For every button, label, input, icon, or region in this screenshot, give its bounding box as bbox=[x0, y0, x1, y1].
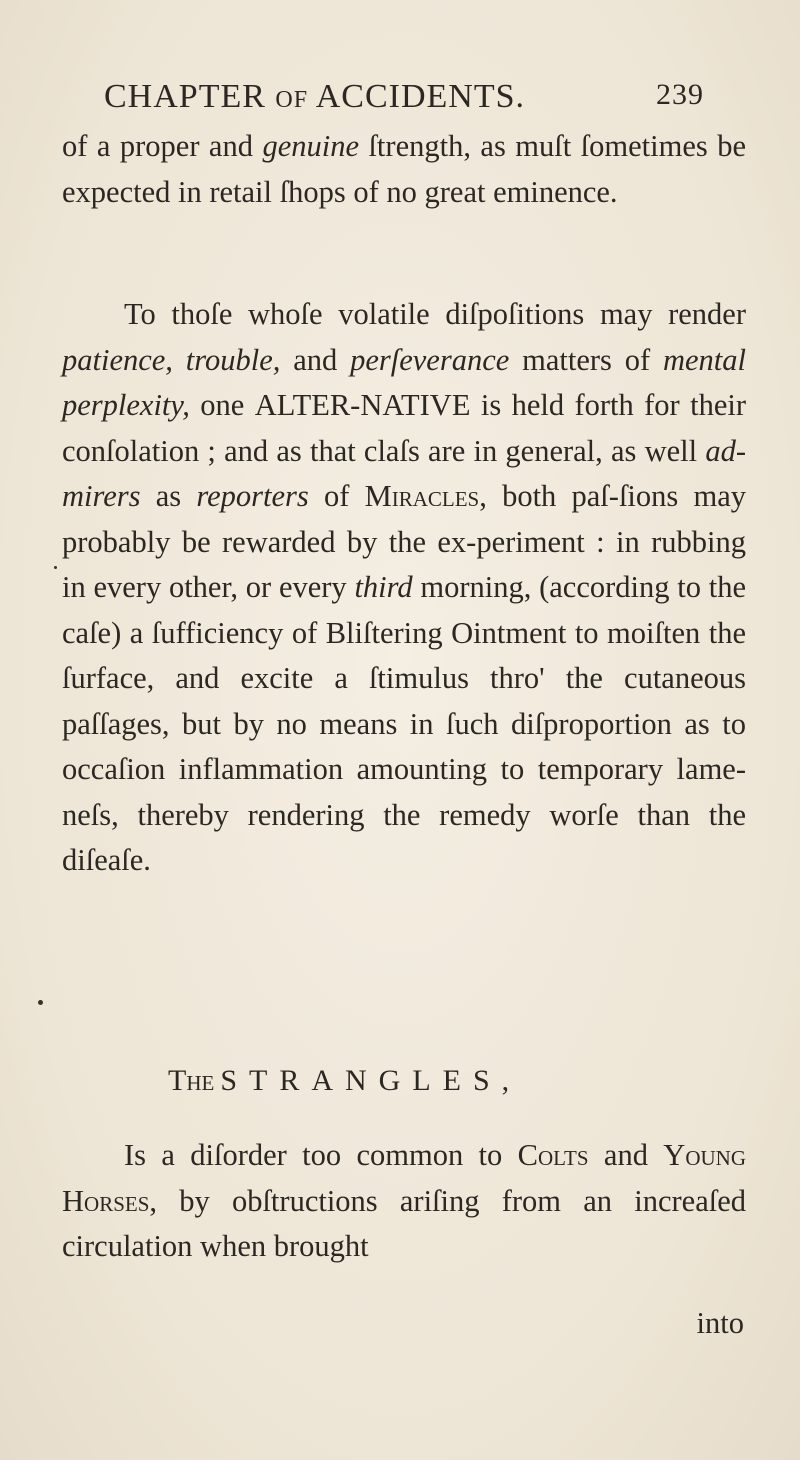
italic-run: genuine bbox=[262, 129, 359, 163]
paragraph-strangles bbox=[62, 1133, 746, 1270]
page-number: 239 bbox=[656, 78, 704, 111]
text-run: ſtrength, as muſt ſometimes be expected in retail ſhops of no great eminence. bbox=[62, 129, 746, 209]
paragraph-continuation bbox=[62, 124, 746, 215]
small-caps-run: ALTER-NATIVE bbox=[254, 388, 471, 422]
chapter-title: CHAPTER of ACCIDENTS. bbox=[104, 78, 525, 115]
text-run: , by obſtructions ariſing from an increaſed circulation when brought bbox=[62, 1183, 746, 1263]
italic-run: ad-mirers bbox=[62, 433, 746, 513]
text-run: one bbox=[189, 388, 255, 422]
catchword: into bbox=[696, 1306, 744, 1340]
small-caps-run: Colts bbox=[517, 1138, 589, 1172]
heading-title: STRANGLES, bbox=[220, 1064, 522, 1097]
paragraph-alternative bbox=[62, 292, 746, 884]
text-run: is held forth for their conſolation ; and as that claſs are in general, as well bbox=[62, 388, 746, 468]
italic-run: patience, trouble, bbox=[62, 342, 281, 377]
italic-run: perſeverance bbox=[350, 342, 510, 377]
running-header bbox=[104, 78, 704, 128]
text-run: of a proper and bbox=[62, 129, 263, 163]
text-run: To thoſe whoſe volatile diſpoſitions may render bbox=[124, 297, 746, 331]
text-run: Is a diſorder too common to bbox=[124, 1138, 518, 1172]
italic-run: third bbox=[354, 570, 413, 604]
small-caps-run: Young Horses bbox=[62, 1138, 746, 1218]
text-run: of bbox=[308, 479, 365, 513]
text-run: and bbox=[588, 1138, 664, 1172]
ink-speck bbox=[54, 566, 57, 569]
text-run: , both paſ-ſions may probably be rewarded by the ex-periment : in rubbing in every other, or every bbox=[62, 479, 746, 604]
text-run: as bbox=[140, 479, 197, 513]
text-run: matters of bbox=[509, 342, 663, 377]
small-caps-run: Miracles bbox=[364, 479, 480, 513]
text-run: and bbox=[280, 342, 351, 377]
section-heading bbox=[168, 1064, 688, 1098]
italic-run: mental perplexity, bbox=[62, 342, 746, 422]
heading-article: The bbox=[168, 1064, 215, 1097]
ink-speck bbox=[38, 1000, 43, 1005]
italic-run: reporters bbox=[196, 479, 309, 513]
text-run: morning, (according to the caſe) a ſufficiency of Bliſtering Ointment to moiſten the ſurface, and excite a ſtimulus thro' the cutaneous paſſages, but by no means in ſuch diſproportion as to occaſion inflammation amounting to temporary lame-neſs, thereby rendering the remedy worſe than the diſeaſe. bbox=[62, 570, 746, 877]
